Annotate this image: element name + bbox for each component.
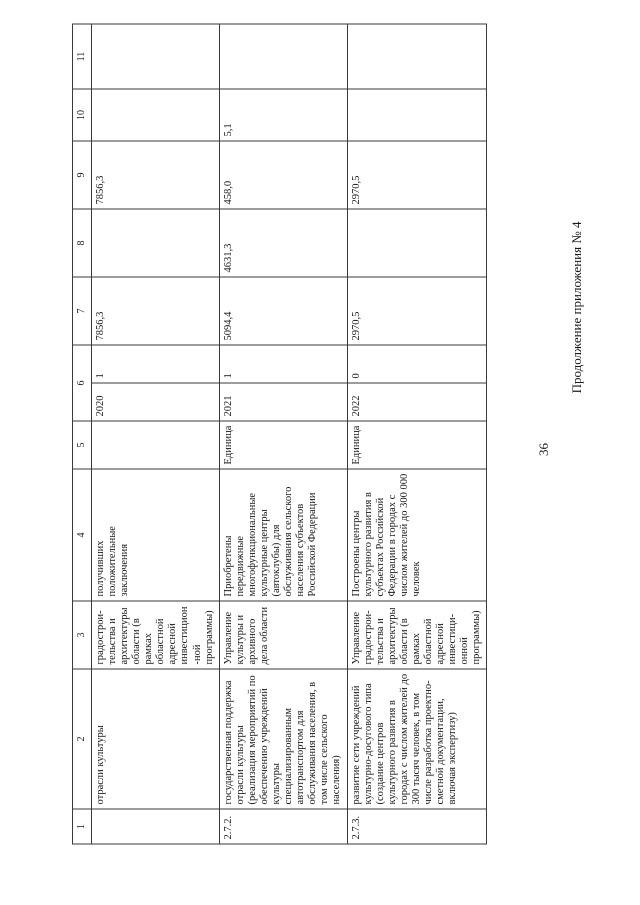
result-indicator: получивших положительные заключения: [92, 469, 220, 601]
column-number: 9: [73, 141, 92, 209]
indicator-value: 0: [347, 345, 487, 383]
column-number: 6: [73, 345, 92, 421]
total-funding: 5094,4: [219, 277, 347, 345]
measure-name: государственная поддержка отрасли культуры (реализация мероприятий по обеспечению учреждений культуры специализированным автотранспортом для обслуживания населения, в том числе сельского населения): [219, 669, 347, 809]
other-funding: [92, 24, 220, 89]
column-number: 3: [73, 601, 92, 669]
table-row: [92, 24, 220, 844]
year: 2022: [347, 383, 487, 421]
continuation-title: Продолжение приложения № 4: [569, 221, 584, 393]
total-funding: 7856,3: [92, 277, 220, 345]
row-number: [92, 809, 220, 844]
year: 2021: [219, 383, 347, 421]
page-number: 36: [536, 442, 551, 456]
indicator-value: 1: [92, 345, 220, 383]
column-number: 1: [73, 809, 92, 844]
total-funding: 2970,5: [347, 277, 487, 345]
local-funding: 5,1: [219, 89, 347, 141]
federal-funding: 4631,3: [219, 209, 347, 277]
column-number: 2: [73, 669, 92, 809]
column-number: 8: [73, 209, 92, 277]
responsible-executor: Управление культуры и архивного дела области: [219, 601, 347, 669]
result-indicator: Приобретены передвижные многофункциональные культурные центры (автоклубы) для обслуживания сельского населения субъектов Российской Федерации: [219, 469, 347, 601]
unit: Единица: [219, 421, 347, 469]
responsible-executor: градострои-тельства и архитектуры области (в рамках областной адресной инвестицион-ной программы): [92, 601, 220, 669]
unit: [92, 421, 220, 469]
other-funding: [347, 24, 487, 89]
other-funding: [219, 24, 347, 89]
table-row: [347, 24, 487, 844]
indicator-value: 1: [219, 345, 347, 383]
measure-name: отрасли культуры: [92, 669, 220, 809]
federal-funding: [347, 209, 487, 277]
column-number: 10: [73, 89, 92, 141]
unit: Единица: [347, 421, 487, 469]
regional-funding: 2970,5: [347, 141, 487, 209]
column-number: 11: [73, 24, 92, 89]
program-table: [72, 23, 487, 844]
regional-funding: 458,0: [219, 141, 347, 209]
regional-funding: 7856,3: [92, 141, 220, 209]
rotated-sheet: [44, 21, 596, 884]
column-number: 4: [73, 469, 92, 601]
column-number: 7: [73, 277, 92, 345]
result-indicator: Построены центры культурного развития в субъектах Российской Федерации в городах с числом жителей до 300 000 человек: [347, 469, 487, 601]
responsible-executor: Управление градострои-тельства и архитектуры области (в рамках областной адресной инвестици-онной программы): [347, 601, 487, 669]
table-row: [219, 24, 347, 844]
column-number: 5: [73, 421, 92, 469]
federal-funding: [92, 209, 220, 277]
local-funding: [347, 89, 487, 141]
row-number: 2.7.3.: [347, 809, 487, 844]
year: 2020: [92, 383, 220, 421]
measure-name: развитие сети учреждений культурно-досугового типа (создание центров культурного развития в городах с числом жителей до 300 тысяч человек, в том числе разработка проектно-сметной документации, включая экспертизу): [347, 669, 487, 809]
column-number-row: [73, 24, 92, 844]
local-funding: [92, 89, 220, 141]
row-number: 2.7.2.: [219, 809, 347, 844]
